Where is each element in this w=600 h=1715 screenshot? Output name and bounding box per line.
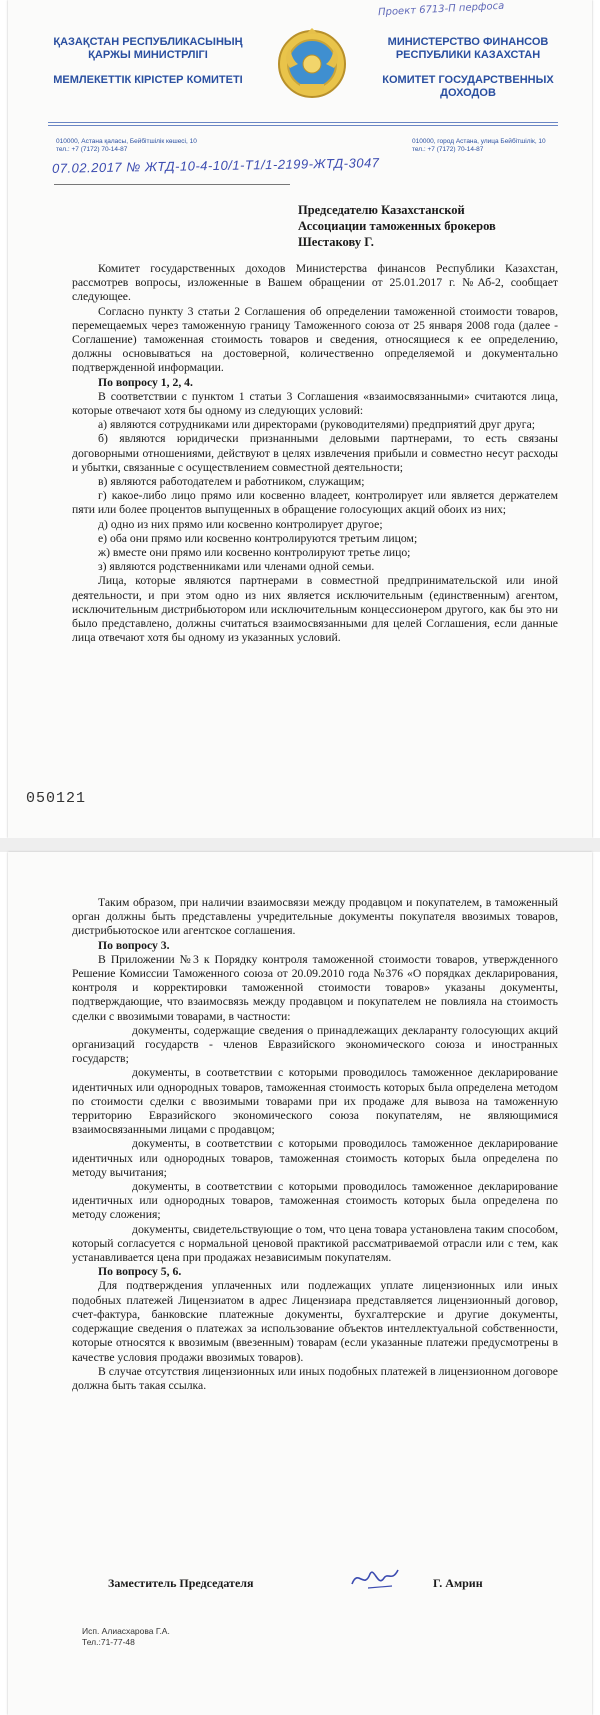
list-item: б) являются юридически признанными деловыми партнерами, то есть связаны договорными отношениями, действуют в целях извлечения прибыли и совместно несут расходы и убытки, связанные с осуществлением совместной деятельности;: [72, 432, 558, 474]
signatory-title: Заместитель Председателя: [108, 1576, 254, 1590]
list-item: г) какое-либо лицо прямо или косвенно владеет, контролирует или является держателем пяти или более процентов выпущенных в обращение голосующих акций обоих из них;: [72, 489, 558, 517]
list-item: документы, в соответствии с которыми проводилось таможенное декларирование идентичных или однородных товаров, таможенная стоимость которых была определена по методу сложения;: [72, 1180, 558, 1222]
addressee-line: Ассоциации таможенных брокеров: [298, 219, 496, 233]
list-item: документы, содержащие сведения о принадлежащих декларанту голосующих акций организаций государств - членов Евразийского экономического союза и иностранных государств;: [72, 1023, 558, 1066]
page-gap: [0, 838, 600, 852]
right-ministry-name: МИНИСТЕРСТВО ФИНАНСОВ РЕСПУБЛИКИ КАЗАХСТАН: [387, 36, 549, 61]
list-item: д) одно из них прямо или косвенно контролирует другое;: [98, 517, 383, 531]
paragraph: В Приложении №3 к Порядку контроля таможенной стоимости товаров, утвержденного Решение Комиссии Таможенного союза от 20.09.2010 года №376 «О порядках декларирования, контроля и корректировки таможенной стоимости товаров» указаны документы, подтверждающие, что взаимосвязь между продавцом и покупателем не повлияла на стоимость сделки с ввозимыми товарами, в частности:: [72, 952, 558, 1023]
executor-phone: Тел.:71-77-48: [82, 1637, 135, 1647]
address-right-phone: тел.: +7 (7172) 70-14-87: [412, 146, 484, 153]
paragraph: Для подтверждения уплаченных или подлежащих уплате лицензионных или иных подобных платежей Лицензиатом в адрес Лицензиара представляется лицензионный договор, счет-фактура, банковские платежные документы, бухгалтерские и другие документы, содержащие сведения о платежах за использование объектов интеллектуальной собственности, которые относятся к ввозимым (ввезенным) товарам (если указанные платежи предусмотрены в качестве условия продажи ввозимых товаров).: [72, 1279, 558, 1364]
section-heading: По вопросу 5, 6.: [98, 1265, 182, 1279]
letter-page-2: [8, 852, 592, 1715]
header-right-russian: [358, 36, 578, 100]
list-item: а) являются сотрудниками или директорами (руководителями) предприятий друг друга;: [98, 418, 536, 432]
paragraph: Таким образом, при наличии взаимосвязи между продавцом и покупателем, в таможенный орган должны быть представлены учредительные документы покупателя ввозимых товаров, дистрибьютоское или агентское соглашения.: [72, 896, 558, 938]
executor-name: Исп. Алиасхарова Г.А.: [82, 1626, 170, 1636]
right-committee-name: КОМИТЕТ ГОСУДАРСТВЕННЫХ ДОХОДОВ: [382, 74, 554, 99]
section-heading: По вопросу 1, 2, 4.: [98, 375, 193, 389]
paragraph: В соответствии с пунктом 1 статьи 3 Соглашения «взаимосвязанными» считаются лица, которые отвечают хотя бы одному из следующих условий:: [72, 389, 558, 418]
executor-info: [82, 1626, 170, 1648]
paragraph: Комитет государственных доходов Министерства финансов Республики Казахстан, рассмотрев вопросы, изложенные в Вашем обращении от 25.01.2017 г. №Аб-2, сообщает следующее.: [72, 262, 558, 304]
list-item: документы, в соответствии с которыми проводилось таможенное декларирование идентичных или однородных товаров, таможенная стоимость которых была определена методом по стоимости сделки с ввозимыми товарами при их продаже для вывоза на таможенную территорию Евразийского экономического союза покупателям, не являющимися взаимосвязанными лицами с продавцом;: [72, 1066, 558, 1137]
list-item: документы, в соответствии с которыми проводилось таможенное декларирование идентичных или однородных товаров, таможенная стоимость которых была определена по методу вычитания;: [72, 1137, 558, 1179]
addressee-line: Председателю Казахстанской: [298, 203, 465, 217]
letter-page-1: [8, 0, 592, 838]
letter-body-1: [72, 262, 558, 645]
handwritten-signature-icon: [348, 1560, 408, 1592]
header-left-kazakh: [38, 36, 258, 87]
list-item: документы, свидетельствующие о том, что цена товара установлена таким способом, который согласуется с нормальной ценовой практикой рассматриваемой отрасли или с тем, как устанавливается цена при продажах независимым покупателям.: [72, 1222, 558, 1265]
list-item: ж) вместе они прямо или косвенно контролируют третье лицо;: [98, 546, 411, 560]
registration-number: 07.02.2017 № ЖТД-10-4-10/1-Т1/1-2199-ЖТД-3047: [51, 155, 380, 176]
registration-underline: [54, 184, 290, 185]
left-ministry-name: ҚАЗАҚСТАН РЕСПУБЛИКАСЫНЫҢ ҚАРЖЫ МИНИСТРЛІГІ: [53, 36, 243, 61]
addressee-line: Шестакову Г.: [298, 235, 374, 249]
paragraph: Согласно пункту 3 статьи 2 Соглашения об определении таможенной стоимости товаров, перемещаемых через таможенную границу Таможенного союза от 25 января 2008 года (далее - Соглашение) таможенная стоимость товаров и сведения, относящиеся к ее определению, должны основываться на достоверной, количественно определяемой и документально подтвержденной информации.: [72, 304, 558, 375]
paragraph: Лица, которые являются партнерами в совместной предпринимательской или иной деятельности, и при этом одно из них является исключительным (единственным) агентом, исключительным дистрибьютором или исключительным концессионером другого, как бы это ни было представлено, должны считаться взаимосвязанными для целей Соглашения, если данные лица отвечают хотя бы одному из указанных условий.: [72, 574, 558, 645]
address-left-street: 010000, Астана қаласы, Бейбітшілік көшесі, 10: [56, 138, 197, 145]
header-divider-thin: [48, 125, 558, 126]
address-right: [412, 138, 592, 154]
left-committee-name: МЕМЛЕКЕТТІК КІРІСТЕР КОМИТЕТІ: [53, 74, 243, 86]
project-handwritten-note: Проект 6713-П перфоса: [377, 0, 505, 19]
list-item: в) являются работодателем и работником, служащим;: [98, 475, 365, 489]
address-left: [56, 138, 256, 154]
address-right-street: 010000, город Астана, улица Бейбітшілік, 10: [412, 138, 546, 145]
stamp-number: 050121: [26, 790, 87, 807]
signatory-name: Г. Амрин: [433, 1576, 483, 1590]
state-emblem-icon: [276, 28, 348, 100]
addressee-block: [298, 202, 568, 250]
section-heading: По вопросу 3.: [98, 938, 170, 952]
list-item: е) оба они прямо или косвенно контролируются третьим лицом;: [98, 531, 418, 545]
header-divider: [48, 122, 558, 123]
address-left-phone: тел.: +7 (7172) 70-14-87: [56, 146, 128, 153]
paragraph: В случае отсутствия лицензионных или иных подобных платежей в лицензионном договоре должна быть такая ссылка.: [72, 1364, 558, 1392]
letter-body-2: [72, 896, 558, 1393]
list-item: з) являются родственниками или членами одной семьи.: [98, 560, 375, 574]
